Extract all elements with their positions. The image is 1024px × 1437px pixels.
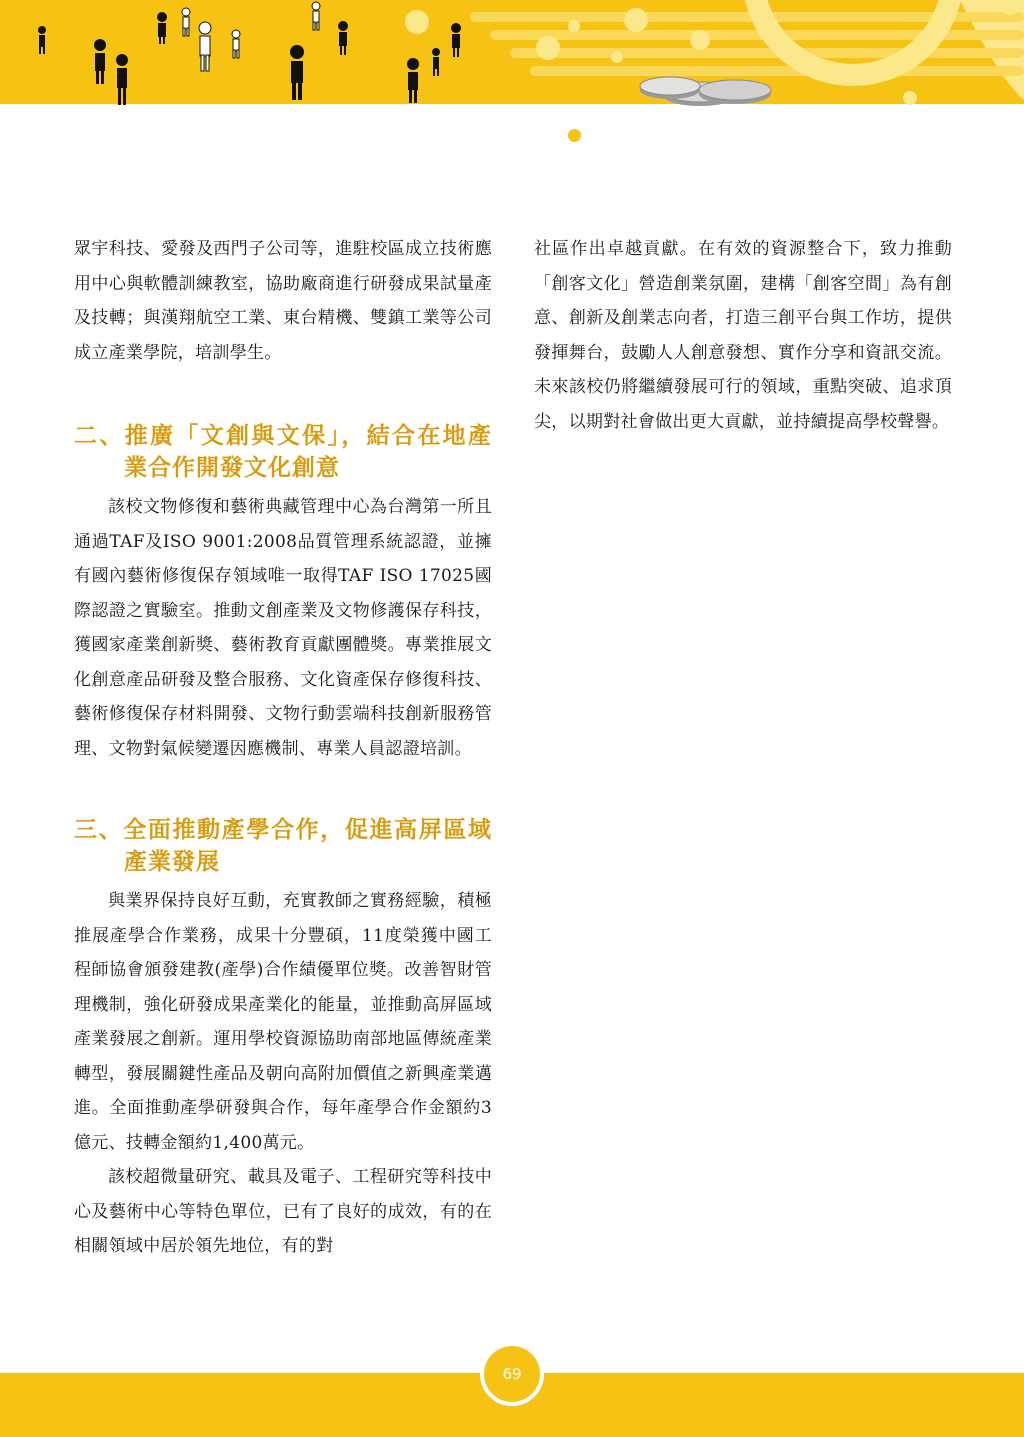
right-column — [534, 232, 952, 439]
section3-paragraph-2: 該校超微量研究、載具及電子、工程研究等科技中心及藝術中心等特色單位，已有了良好的成效，有的在相關領域中居於領先地位，有的對 — [74, 1167, 492, 1256]
header-decoration — [0, 0, 1024, 150]
left-column — [74, 232, 492, 1264]
section2-heading: 二、推廣「文創與文保」，結合在地產業合作開發文化創意 — [74, 423, 492, 481]
intro-paragraph: 眾宇科技、愛發及西門子公司等，進駐校區成立技術應用中心與軟體訓練教室，協助廠商進行研發成果試量產及技轉；與漢翔航空工業、東台精機、雙鎮工業等公司成立產業學院，培訓學生。 — [74, 239, 492, 363]
section3-paragraph-1: 與業界保持良好互動，充實教師之實務經驗，積極推展產學合作業務，成果十分豐碩，11度榮獲中國工程師協會頒發建教(產學)合作績優單位獎。改善智財管理機制，強化研發成果產業化的能量，並推動高屏區域產業發展之創新。運用學校資源協助南部地區傳統產業轉型，發展關鍵性產品及朝向高附加價值之新興產業邁進。全面推動產學研發與合作，每年產學合作金額約3億元、技轉金額約1,400萬元。 — [74, 891, 492, 1153]
decorative-dot — [568, 129, 581, 142]
page-number-badge — [480, 1342, 544, 1406]
right-paragraph: 社區作出卓越貢獻。在有效的資源整合下，致力推動「創客文化」營造創業氛圍，建構「創客空間」為有創意、創新及創業志向者，打造三創平台與工作坊，提供發揮舞台，鼓勵人人創意發想、實作分享和資訊交流。未來該校仍將繼續發展可行的領域，重點突破、追求頂尖，以期對社會做出更大貢獻，並持續提高學校聲譽。 — [534, 239, 952, 432]
section3-heading: 三、全面推動產學合作，促進高屏區域產業發展 — [74, 817, 492, 875]
page-number: 69 — [502, 1365, 522, 1383]
section2-paragraph: 該校文物修復和藝術典藏管理中心為台灣第一所且通過TAF及ISO 9001:2008品質管理系統認證，並擁有國內藝術修復保存領域唯一取得TAF ISO 17025國際認證之實驗室。推動文創產業及文物修護保存科技，獲國家產業創新獎、藝術教育貢獻團體獎。專業推展文化創意產品研發及整合服務、文化資產保存修復科技、藝術修復保存材料開發、文物行動雲端科技創新服務管理、文物對氣候變遷因應機制、專業人員認證培訓。 — [74, 497, 492, 759]
